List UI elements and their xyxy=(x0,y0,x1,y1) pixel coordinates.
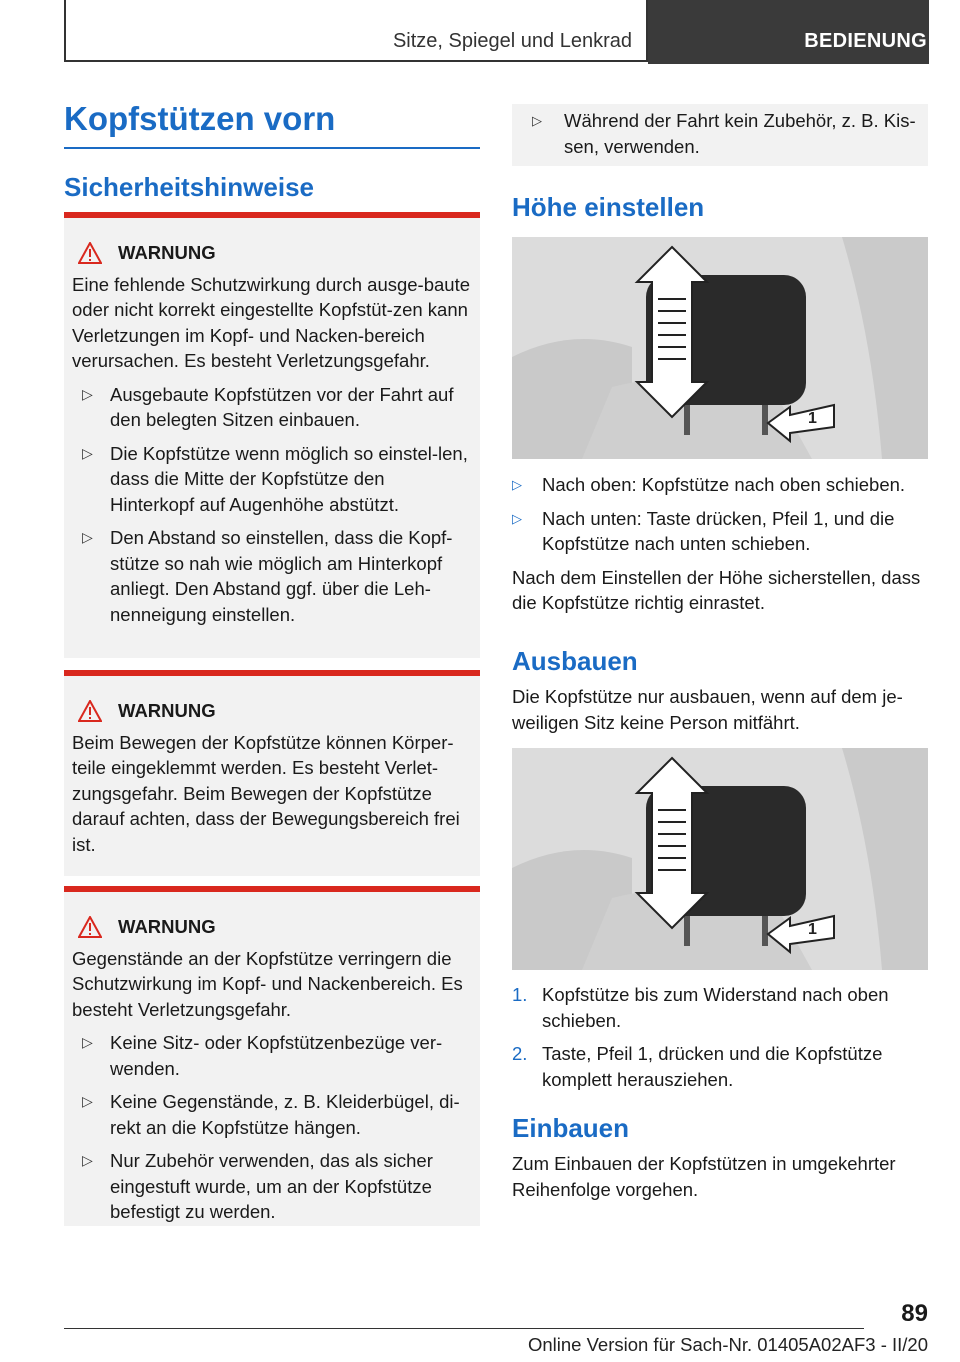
remove-heading: Ausbauen xyxy=(512,646,638,676)
headrest-remove-image xyxy=(512,748,928,970)
title-rule xyxy=(64,147,480,149)
headrest-illustration xyxy=(512,237,928,459)
warning-text: Eine fehlende Schutzwirkung durch ausge-baute oder nicht korrekt eingestellte Kopfstüt-zen kann Verletzungen im Kopf- und Nacken-bereich verursachen. Es besteht Verletzungsgefahr. xyxy=(72,273,471,371)
warning-box-2 xyxy=(64,670,480,876)
warning-icon xyxy=(78,916,102,938)
list-item: ▷ Nur Zubehör verwenden, das als sicher eingestuft wurde, um an der Kopfstütze befestigt zu werden. xyxy=(82,1150,433,1222)
safety-heading: Sicherheitshinweise xyxy=(64,172,314,202)
headrest-height-image xyxy=(512,237,928,459)
headrest-illustration xyxy=(512,748,928,970)
install-heading: Einbauen xyxy=(512,1113,630,1143)
list-item: ▷ Nach oben: Kopfstütze nach oben schieben. xyxy=(512,474,906,495)
list-item: ▷ Keine Gegenstände, z. B. Kleiderbügel, di-rekt an die Kopfstütze hängen. xyxy=(82,1091,460,1138)
warning-icon xyxy=(78,700,102,722)
warning-title: WARNUNG xyxy=(78,240,472,266)
section-title: Sitze, Spiegel und Lenkrad xyxy=(392,30,632,52)
warning-icon xyxy=(78,242,102,264)
height-heading: Höhe einstellen xyxy=(512,192,705,222)
page-number: 89 xyxy=(901,1300,928,1327)
remove-steps xyxy=(512,982,928,1100)
height-text: Nach dem Einstellen der Höhe sicherstellen, dass die Kopfstütze richtig einrastet. xyxy=(512,566,921,613)
footer-text: Online Version für Sach-Nr. 01405A02AF3 - II/20 xyxy=(527,1334,928,1355)
install-text: Zum Einbauen der Kopfstützen in umgekehrter Reihenfolge vorgehen. xyxy=(512,1153,896,1200)
page-header xyxy=(64,0,929,64)
list-item: ▷ Keine Sitz- oder Kopfstützenbezüge ver-wenden. xyxy=(82,1032,443,1079)
list-item: ▷ Ausgebaute Kopfstützen vor der Fahrt auf den belegten Sitzen einbauen. xyxy=(82,383,454,430)
list-item: 1. Kopfstütze bis zum Widerstand nach oben schieben. xyxy=(512,984,889,1031)
warning-title: WARNUNG xyxy=(78,914,472,940)
note-text: Während der Fahrt kein Zubehör, z. B. Kis-sen, verwenden. xyxy=(564,110,916,157)
remove-text: Die Kopfstütze nur ausbauen, wenn auf dem je-weiligen Sitz keine Person mitfährt. xyxy=(512,686,903,733)
footer-rule xyxy=(64,1328,864,1329)
height-list xyxy=(512,472,928,616)
warning-text: Gegenstände an der Kopfstütze verringern die Schutzwirkung im Kopf- und Nackenbereich. Es besteht Verletzungsgefahr. xyxy=(72,947,463,1020)
warning-box-3 xyxy=(64,886,480,1226)
svg-text:1: 1 xyxy=(808,921,817,938)
chapter-title: BEDIENUNG xyxy=(804,30,927,52)
svg-text:1: 1 xyxy=(808,410,817,427)
list-item: ▷ Nach unten: Taste drücken, Pfeil 1, und die Kopfstütze nach unten schieben. xyxy=(512,507,895,554)
list-item: 2. Taste, Pfeil 1, drücken und die Kopfstütze komplett herausziehen. xyxy=(512,1043,883,1090)
warning-title: WARNUNG xyxy=(78,698,472,724)
page-title: Kopfstützen vorn xyxy=(64,100,336,137)
list-item: ▷ Die Kopfstütze wenn möglich so einstel-len, dass die Mitte der Kopfstütze den Hinterkopf auf Augenhöhe abstützt. xyxy=(82,442,468,515)
section-header xyxy=(64,0,648,62)
chapter-tab xyxy=(648,0,929,64)
warning-box-1 xyxy=(64,212,480,658)
note-box: ▷ Während der Fahrt kein Zubehör, z. B. Kis-sen, verwenden. xyxy=(512,104,928,166)
list-item: ▷ Den Abstand so einstellen, dass die Kopf-stütze so nah wie möglich am Hinterkopf anliegt. Den Abstand ggf. über die Leh-nenneigung einstellen. xyxy=(82,527,453,625)
warning-text: Beim Bewegen der Kopfstütze können Körper-teile eingeklemmt werden. Es besteht Verlet-zungsgefahr. Beim Bewegen der Kopfstütze darauf achten, dass der Bewegungsbereich frei ist. xyxy=(72,731,460,855)
